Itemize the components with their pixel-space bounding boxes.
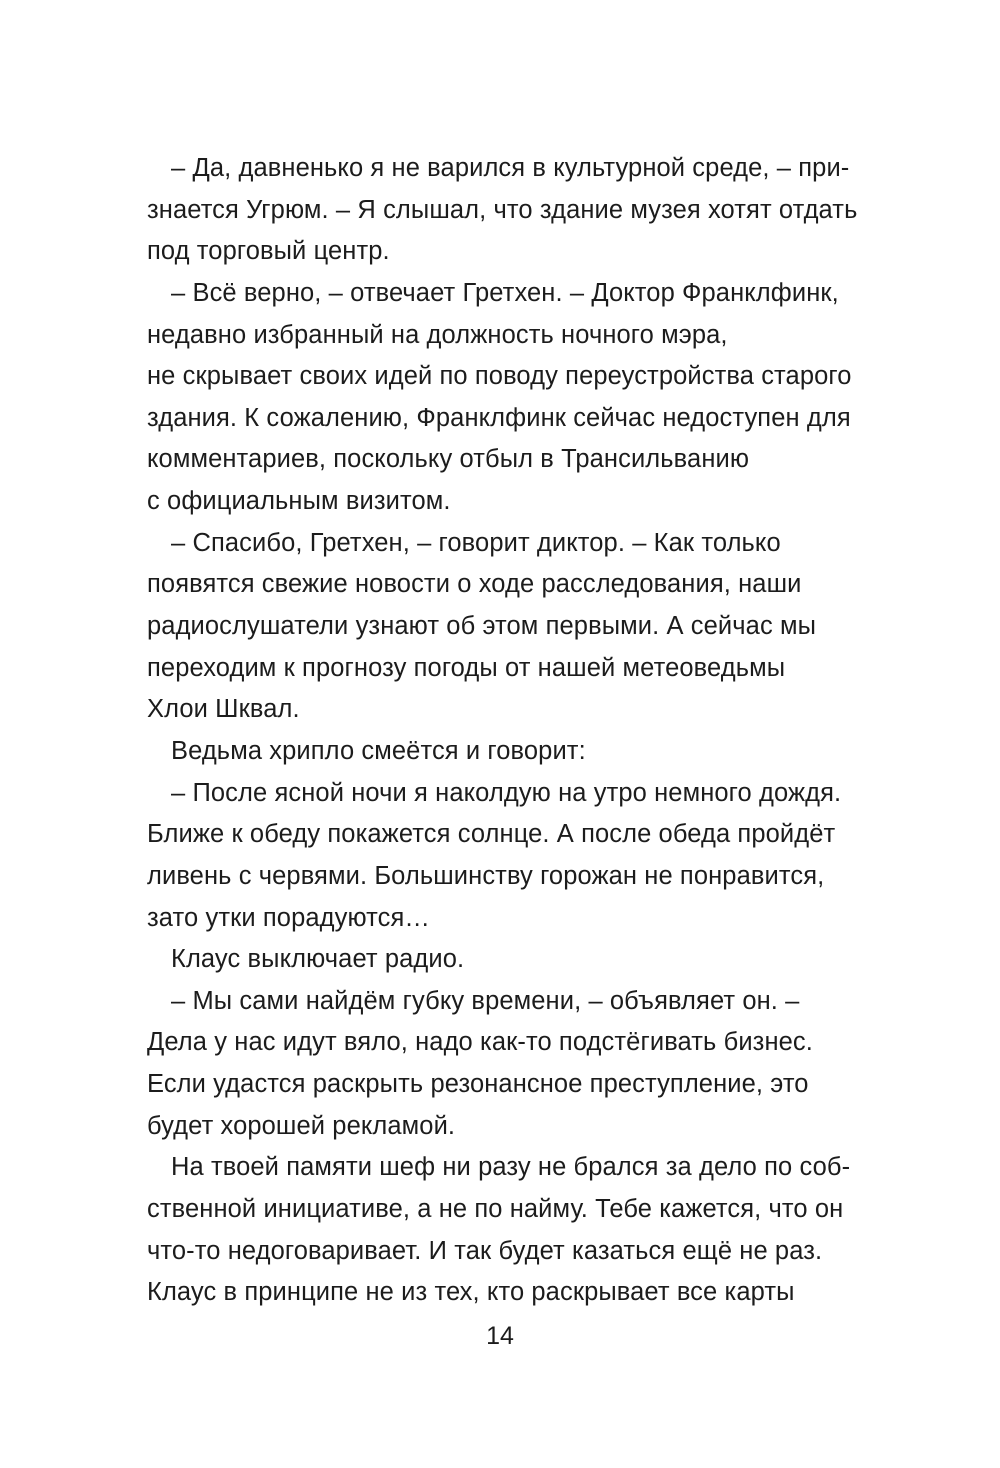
text-line: Клаус в принципе не из тех, кто раскрывает все карты: [147, 1278, 795, 1307]
text-line: На твоей памяти шеф ни разу не брался за дело по соб-: [171, 1153, 851, 1182]
text-line: переходим к прогнозу погоды от нашей метеоведьмы: [147, 653, 786, 682]
page-number: 14: [486, 1322, 514, 1350]
text-line: – Мы сами найдём губку времени, – объявляет он. –: [171, 986, 800, 1015]
text-line: будет хорошей рекламой.: [147, 1111, 456, 1140]
text-line: зато утки порадуются…: [147, 903, 430, 932]
text-line: – Спасибо, Гретхен, – говорит диктор. – Как только: [171, 528, 781, 557]
text-line: не скрывает своих идей по поводу переустройства старого: [147, 362, 852, 391]
text-line: – После ясной ночи я наколдую на утро немного дождя.: [171, 778, 842, 807]
text-line: ственной инициативе, а не по найму. Тебе кажется, что он: [147, 1195, 844, 1224]
text-line: здания. К сожалению, Франклфинк сейчас недоступен для: [147, 403, 851, 432]
text-line: под торговый центр.: [147, 237, 390, 266]
text-line: радиослушатели узнают об этом первыми. А сейчас мы: [147, 612, 817, 641]
text-line: – Да, давненько я не варился в культурной среде, – при-: [171, 154, 850, 182]
text-line: комментариев, поскольку отбыл в Трансильванию: [147, 445, 750, 474]
text-line: недавно избранный на должность ночного мэра,: [147, 320, 728, 349]
text-line: появятся свежие новости о ходе расследования, наши: [147, 570, 802, 599]
text-line: Ведьма хрипло смеётся и говорит:: [171, 736, 586, 765]
text-line: Клаус выключает радио.: [171, 945, 465, 974]
text-line: Хлои Шквал.: [147, 695, 300, 724]
text-line: что-то недоговаривает. И так будет казаться ещё не раз.: [147, 1236, 823, 1265]
text-line: Если удастся раскрыть резонансное преступление, это: [147, 1070, 809, 1099]
body-text: [147, 148, 887, 1314]
text-line: с официальным визитом.: [147, 487, 451, 516]
text-line: Ближе к обеду покажется солнце. А после обеда пройдёт: [147, 820, 836, 849]
text-line: – Всё верно, – отвечает Гретхен. – Доктор Франклфинк,: [171, 278, 839, 307]
text-line: ливень с червями. Большинству горожан не понравится,: [147, 861, 825, 890]
text-line: знается Угрюм. – Я слышал, что здание музея хотят отдать: [147, 195, 858, 224]
text-line: Дела у нас идут вяло, надо как-то подстёгивать бизнес.: [147, 1028, 813, 1057]
